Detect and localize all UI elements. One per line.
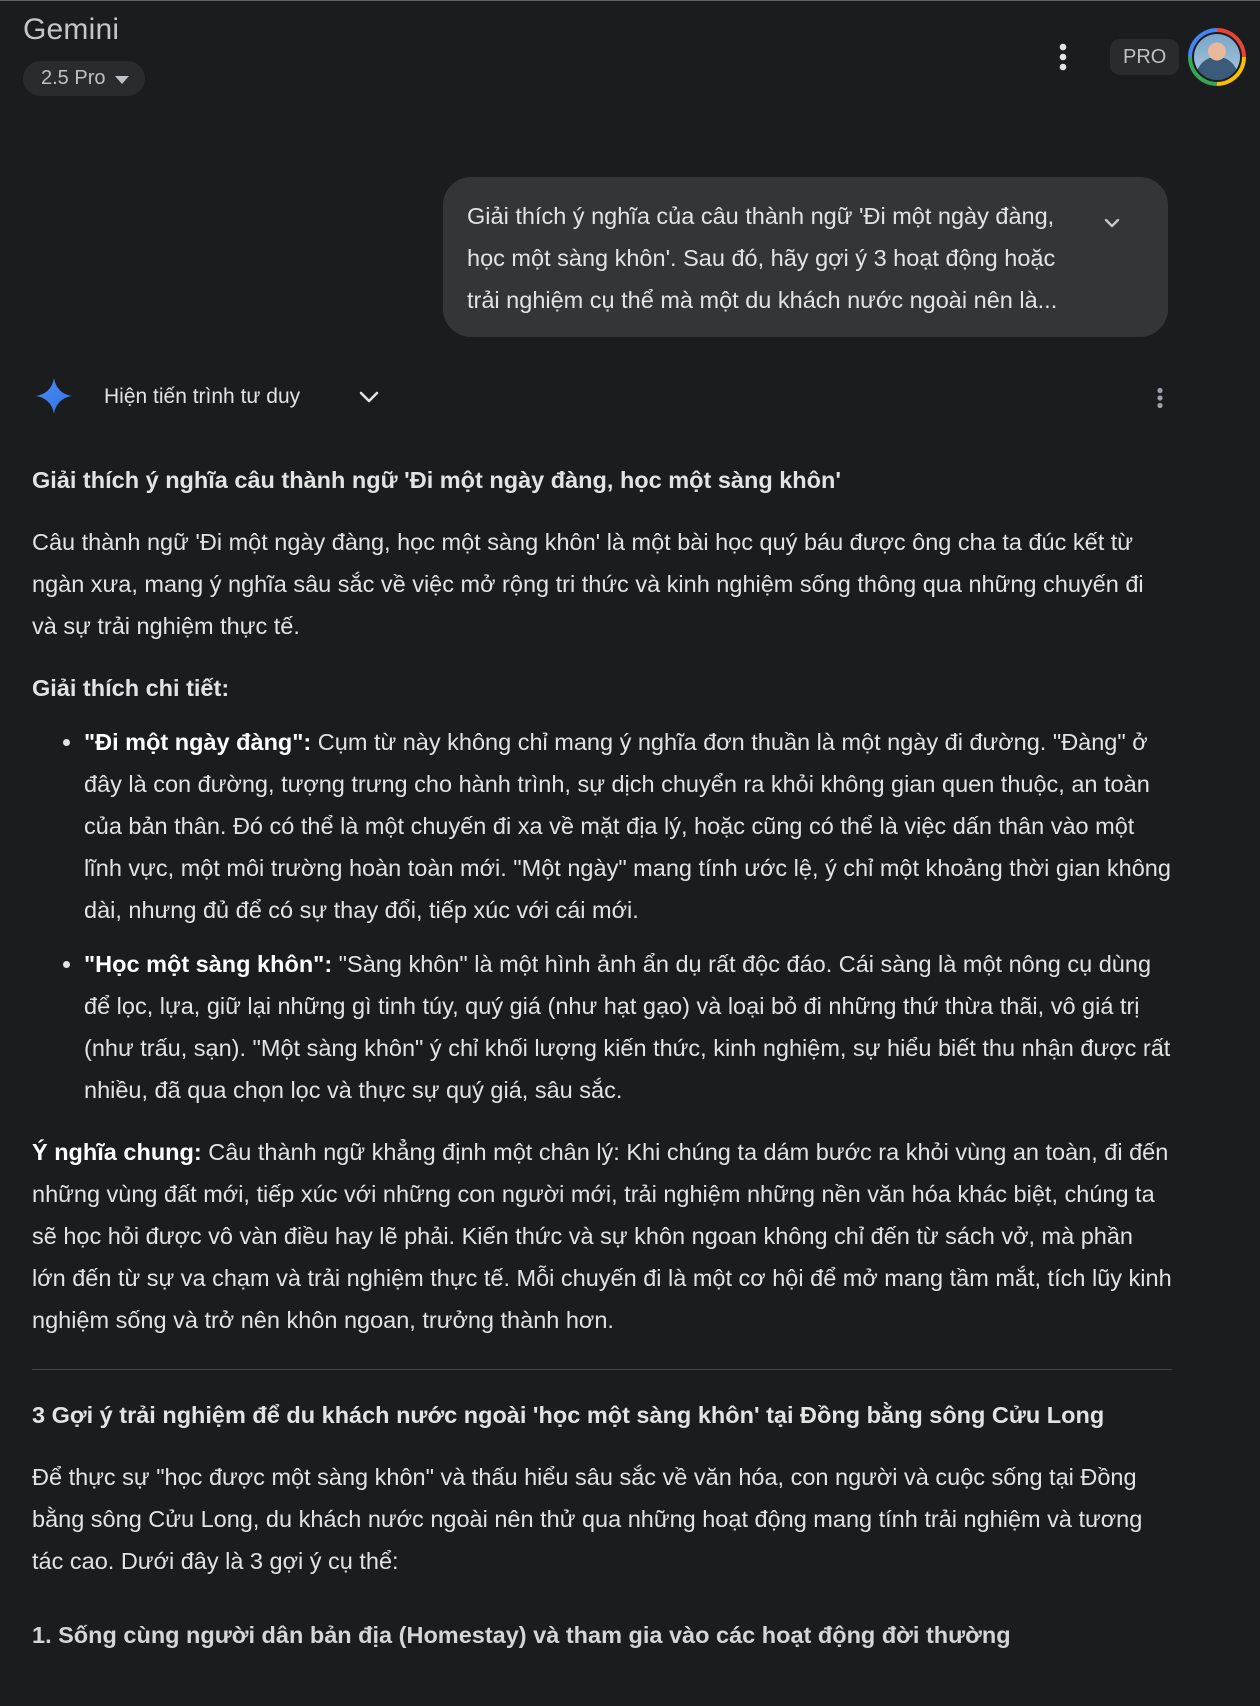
response-heading-1: Giải thích ý nghĩa câu thành ngữ 'Đi một ngày đàng, học một sàng khôn' [32, 467, 841, 493]
user-prompt-text: Giải thích ý nghĩa của câu thành ngữ 'Đi một ngày đàng, học một sàng khôn'. Sau đó, hãy gợi ý 3 hoạt động hoặc trải nghiệm cụ thể mà một du khách nước ngoài nên là... [467, 203, 1058, 313]
avatar[interactable] [1188, 28, 1246, 86]
response-more-icon[interactable] [1156, 387, 1164, 414]
list-item [84, 721, 1172, 931]
suggestion-intro-paragraph: Để thực sự "học được một sàng khôn" và thấu hiểu sâu sắc về văn hóa, con người và cuộc sống tại Đồng bằng sông Cửu Long, du khách nước ngoài nên thử qua những hoạt động mang tính trải nghiệm và tương tác cao. Dưới đây là 3 gợi ý cụ thể: [32, 1464, 1143, 1574]
meaning-text: Câu thành ngữ khẳng định một chân lý: Khi chúng ta dám bước ra khỏi vùng an toàn, đi đến những vùng đất mới, tiếp xúc với những con người mới, trải nghiệm những nền văn hóa khác biệt, chúng ta sẽ học hỏi được vô vàn điều hay lẽ phải. Kiến thức và sự khôn ngoan không chỉ đến từ sách vở, mà phần lớn đến từ sự va chạm và trải nghiệm thực tế. Mỗi chuyến đi là một cơ hội để mở mang tầm mắt, tích lũy kinh nghiệm sống và trở nên khôn ngoan, trưởng thành hơn. [32, 1139, 1172, 1333]
intro-paragraph: Câu thành ngữ 'Đi một ngày đàng, học một sàng khôn' là một bài học quý báu được ông cha ta đúc kết từ ngàn xưa, mang ý nghĩa sâu sắc về việc mở rộng tri thức và kinh nghiệm sống thông qua những chuyến đi và sự trải nghiệm thực tế. [32, 529, 1144, 639]
pro-badge[interactable]: PRO [1110, 39, 1179, 75]
top-bar [0, 1, 1260, 111]
show-thinking-toggle[interactable]: Hiện tiến trình tư duy [104, 385, 301, 408]
chevron-down-icon[interactable] [358, 389, 380, 410]
response-heading-3: 1. Sống cùng người dân bản địa (Homestay) và tham gia vào các hoạt động đời thường [32, 1622, 1011, 1648]
bullet-text: Cụm từ này không chỉ mang ý nghĩa đơn thuần là một ngày đi đường. "Đàng" ở đây là con đường, tượng trưng cho hành trình, sự dịch chuyển ra khỏi không gian quen thuộc, an toàn của bản thân. Đó có thể là một chuyến đi xa về mặt địa lý, hoặc cũng có thể là việc dấn thân vào một lĩnh vực, một môi trường hoàn toàn mới. "Một ngày" mang tính ước lệ, ý chỉ một khoảng thời gian không dài, nhưng đủ để có sự thay đổi, tiếp xúc với cái mới. [84, 729, 1171, 923]
bullet-term: "Học một sàng khôn": [84, 951, 333, 977]
more-vert-icon[interactable] [1048, 39, 1078, 75]
section-divider [32, 1369, 1172, 1370]
response-heading-2: 3 Gợi ý trải nghiệm để du khách nước ngoài 'học một sàng khôn' tại Đồng bằng sông Cửu Long [32, 1402, 1105, 1428]
meaning-term: Ý nghĩa chung: [32, 1139, 202, 1165]
thinking-row [30, 373, 1170, 423]
caret-down-icon [115, 76, 129, 84]
bullet-text: "Sàng khôn" là một hình ảnh ẩn dụ rất độc đáo. Cái sàng là một nông cụ dùng để lọc, lựa, giữ lại những gì tinh túy, quý giá (như hạt gạo) và loại bỏ đi những thứ thừa thãi, vô giá trị (như trấu, sạn). "Một sàng khôn" ý chỉ khối lượng kiến thức, kinh nghiệm, sự hiểu biết thu nhận được rất nhiều, đã qua chọn lọc và thực sự quý giá, sâu sắc. [84, 951, 1171, 1103]
app-title: Gemini [23, 13, 120, 46]
model-response [32, 459, 1172, 1656]
profile-photo [1194, 34, 1240, 80]
gemini-spark-icon [34, 376, 74, 421]
model-selector[interactable] [23, 61, 145, 96]
detail-list [32, 721, 1172, 1111]
model-label: 2.5 Pro [41, 67, 106, 89]
list-item [84, 943, 1172, 1111]
user-prompt-bubble [443, 177, 1168, 337]
detail-heading: Giải thích chi tiết: [32, 675, 230, 701]
meaning-paragraph [32, 1131, 1172, 1341]
bullet-term: "Đi một ngày đàng": [84, 729, 312, 755]
expand-chevron-icon[interactable] [1100, 211, 1124, 235]
